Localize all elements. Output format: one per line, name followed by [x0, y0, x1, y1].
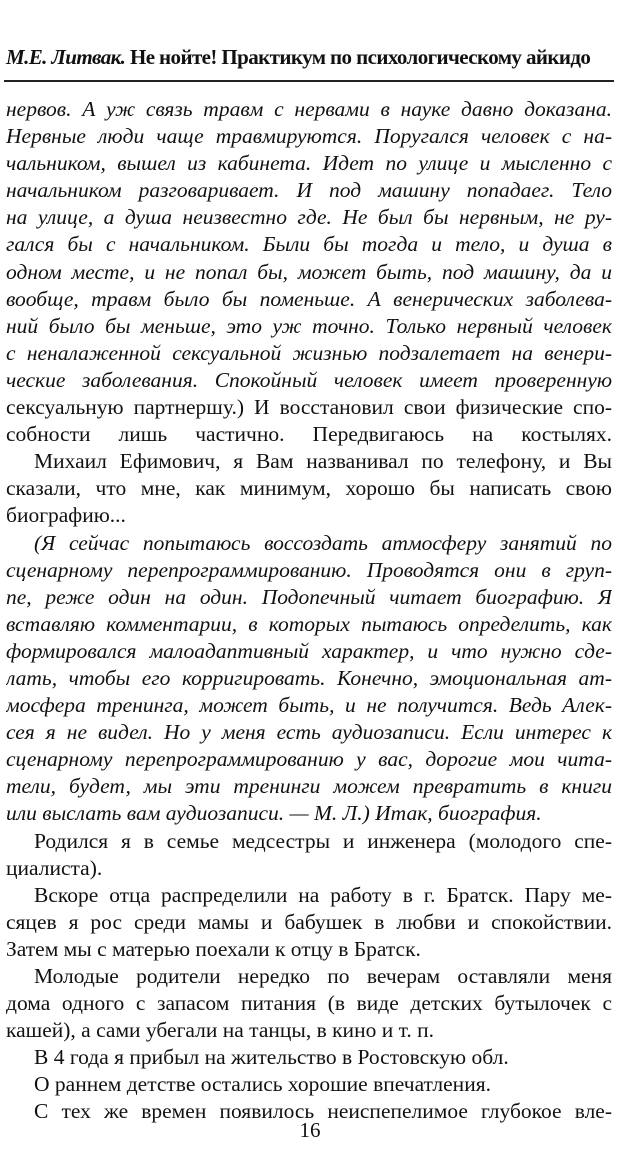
text-line: ний было бы меньше, это уж точно. Только нервный человек: [6, 313, 612, 338]
text-line: начальником разговаривает. И под машину попадаег. Тело: [6, 178, 612, 203]
text-line: гался бы с начальником. Были бы тогда и тело, и душа в: [6, 232, 612, 257]
text-line: вообще, травм было бы поменьше. А венерических заболева-: [6, 286, 612, 311]
header-rule: [4, 80, 614, 82]
text-line: вставляю комментарии, в которых пытаюсь определить, как: [6, 611, 612, 636]
text-line: пе, реже один на один. Подопечный читает биографию. Я: [6, 584, 612, 609]
text-line: сценарному перепрограммированию у вас, дорогие мои чита-: [6, 747, 612, 772]
text-line: сея я не видел. Но у меня есть аудиозаписи. Если интерес к: [6, 720, 612, 745]
text-line: (Я сейчас попытаюсь воссоздать атмосферу занятий по: [34, 530, 612, 555]
text-line: на улице, а душа неизвестно где. Не был бы нервным, не ру-: [6, 205, 612, 230]
text-line: кашей), а сами убегали на танцы, в кино и т. п.: [6, 1018, 434, 1043]
text-line: Вскоре отца распределили на работу в г. Братск. Пару ме-: [34, 882, 612, 907]
text-line: дома одного с запасом питания (в виде детских бутылочек с: [6, 991, 612, 1016]
body-text: [6, 96, 612, 1126]
text-line: Родился я в семье медсестры и инженера (молодого спе-: [34, 828, 612, 853]
text-line: тели, будет, мы эти тренинги можем превратить в книги: [6, 774, 612, 799]
text-line: Затем мы с матерью поехали к отцу в Братск.: [6, 936, 421, 961]
text-line: С тех же времен появилось неиспепелимое глубокое вле-: [34, 1099, 612, 1124]
text-line: Михаил Ефимович, я Вам названивал по телефону, и Вы: [34, 449, 612, 474]
text-line: мосфера тренинга, может быть, и не получится. Ведь Алек-: [6, 693, 612, 718]
text-line: нервов. А уж связь травм с нервами в науке давно доказана.: [6, 97, 612, 121]
text-line: формировался малоадаптивный характер, и что нужно сде-: [6, 638, 612, 663]
text-line: сказали, что мне, как минимум, хорошо бы написать свою: [6, 476, 612, 501]
text-line: лать, чтобы его корригировать. Конечно, эмоциональная ат-: [6, 665, 612, 690]
text-line: Нервные люди чаще травмируются. Поругался человек с на-: [6, 124, 612, 149]
text-line: сексуальную партнершу.) И восстановил свои физические спо-: [6, 395, 612, 420]
page-number: 16: [299, 1118, 321, 1142]
header-title: Не нойте! Практикум по психологическому айкидо: [129, 45, 591, 69]
text-line: с неналаженной сексуальной жизнью подзалетает на венери-: [6, 340, 612, 365]
text-line: сяцев я рос среди мамы и бабушек в любви и спокойствии.: [6, 909, 612, 934]
text-line: циалиста).: [6, 855, 103, 880]
text-line: одном месте, и не попал бы, может быть, под машину, да и: [6, 259, 612, 284]
text-line: В 4 года я прибыл на жительство в Ростовскую обл.: [34, 1045, 509, 1070]
text-line: или выслать вам аудиозаписи. — М. Л.) Итак, биография.: [6, 801, 542, 826]
header-author: М.Е. Литвак.: [6, 45, 126, 69]
running-header: [6, 44, 612, 70]
text-line: ческие заболевания. Спокойный человек имеет проверенную: [6, 367, 612, 392]
text-line: О раннем детстве остались хорошие впечатления.: [34, 1072, 491, 1097]
text-line: сценарному перепрограммированию. Проводятся они в груп-: [6, 557, 612, 582]
text-line: Молодые родители нередко по вечерам оставляли меня: [34, 964, 612, 988]
text-line: чальником, вышел из кабинета. Идет по улице и мысленно с: [6, 151, 612, 176]
text-line: биографию...: [6, 503, 126, 528]
text-line: собности лишь частично. Передвигаюсь на костылях.: [6, 422, 612, 447]
